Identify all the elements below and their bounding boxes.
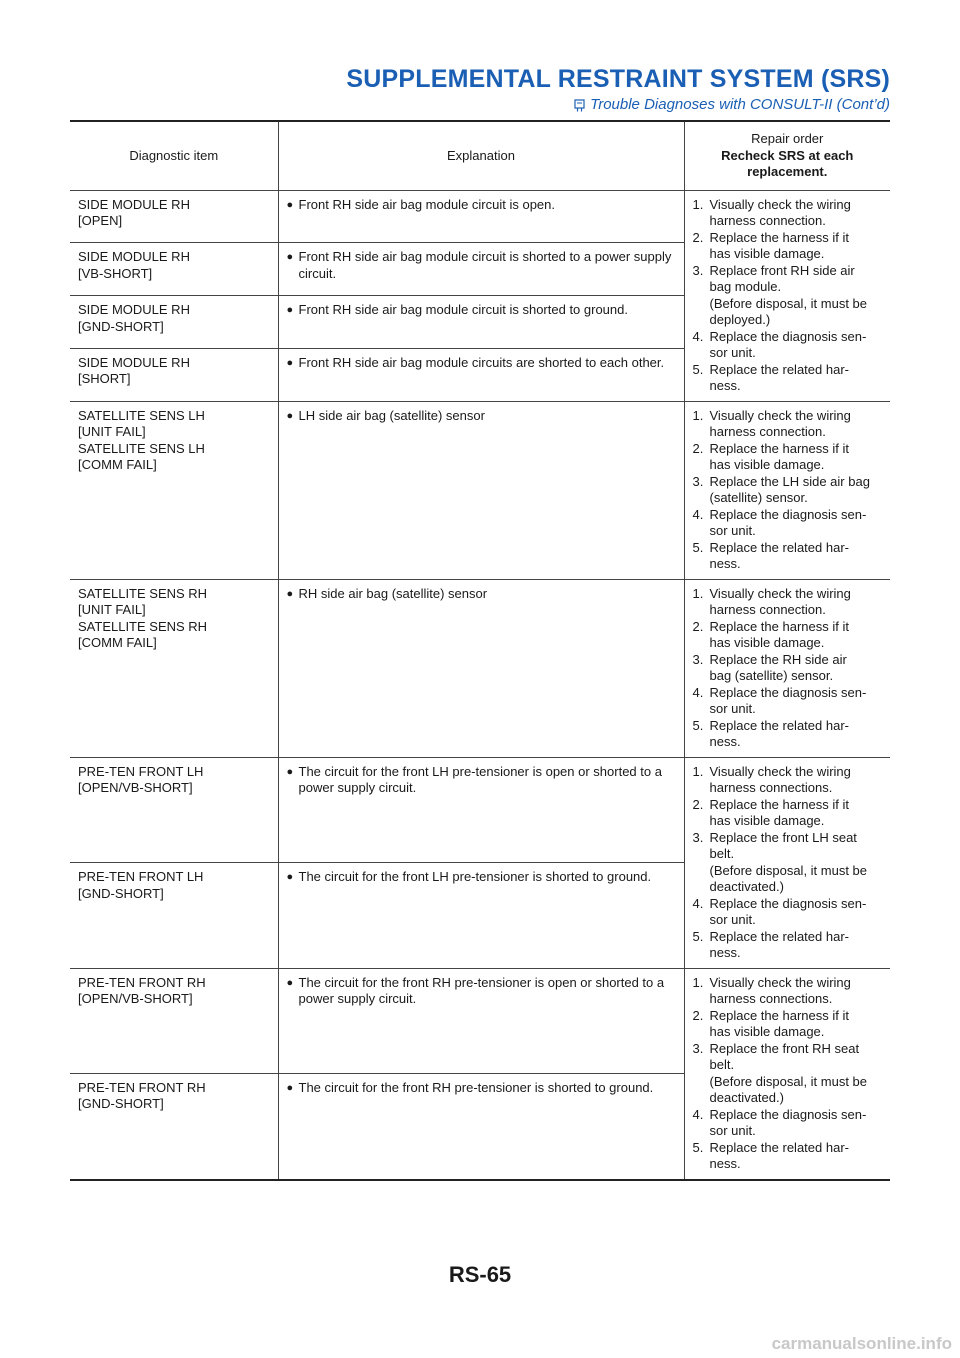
explanation-cell bbox=[278, 401, 684, 579]
step-number: 3. bbox=[692, 829, 704, 845]
bullet-icon: ● bbox=[286, 356, 294, 369]
repair-order-cell bbox=[684, 190, 890, 401]
repair-steps-list bbox=[693, 764, 883, 962]
explanation-text: Front RH side air bag module circuit is shorted to ground. bbox=[298, 302, 628, 317]
repair-step bbox=[693, 362, 883, 395]
step-text: Replace the LH side air bag (satellite) sensor. bbox=[709, 473, 870, 505]
step-text: Replace the diagnosis sen- sor unit. bbox=[709, 895, 867, 927]
step-text: Replace the related har- ness. bbox=[709, 928, 849, 960]
explanation-cell bbox=[278, 1073, 684, 1179]
repair-step bbox=[693, 718, 883, 751]
diagnostic-item-cell: SIDE MODULE RH [OPEN] bbox=[70, 190, 278, 243]
step-number: 5. bbox=[692, 928, 704, 944]
table-row bbox=[70, 579, 890, 757]
diagnostic-item-cell: SATELLITE SENS LH [UNIT FAIL] SATELLITE SENS LH [COMM FAIL] bbox=[70, 401, 278, 579]
explanation-bullet bbox=[287, 764, 676, 797]
repair-step bbox=[693, 1140, 883, 1173]
explanation-text: The circuit for the front RH pre-tensioner is open or shorted to a power supply circuit. bbox=[298, 974, 665, 1006]
diagnostic-item-cell: SIDE MODULE RH [VB-SHORT] bbox=[70, 243, 278, 296]
step-number: 2. bbox=[692, 796, 704, 812]
step-number: 5. bbox=[692, 1139, 704, 1155]
explanation-cell bbox=[278, 863, 684, 969]
repair-step bbox=[693, 230, 883, 263]
explanation-cell bbox=[278, 579, 684, 757]
step-number: 2. bbox=[692, 618, 704, 634]
step-text: Visually check the wiring harness connection. bbox=[709, 585, 851, 617]
step-text: Visually check the wiring harness connection. bbox=[709, 196, 851, 228]
connector-icon bbox=[573, 99, 586, 112]
step-number: 1. bbox=[692, 407, 704, 423]
diagnostic-table-container bbox=[70, 120, 890, 1181]
section-subtitle bbox=[0, 96, 890, 114]
bullet-icon: ● bbox=[286, 871, 294, 883]
repair-step bbox=[693, 329, 883, 362]
explanation-cell bbox=[278, 968, 684, 1073]
explanation-text: Front RH side air bag module circuits are shorted to each other. bbox=[298, 354, 665, 370]
repair-step bbox=[693, 975, 883, 1008]
explanation-cell bbox=[278, 190, 684, 243]
bullet-icon: ● bbox=[286, 304, 294, 316]
bullet-icon: ● bbox=[286, 587, 294, 600]
explanation-bullet bbox=[287, 249, 676, 282]
explanation-cell bbox=[278, 296, 684, 349]
repair-step bbox=[693, 685, 883, 718]
bullet-icon: ● bbox=[286, 409, 294, 422]
diagnostic-item-cell: SIDE MODULE RH [SHORT] bbox=[70, 348, 278, 401]
step-number: 3. bbox=[692, 473, 704, 489]
table-row bbox=[70, 190, 890, 243]
diagnostic-item-cell: PRE-TEN FRONT RH [OPEN/VB-SHORT] bbox=[70, 968, 278, 1073]
repair-step bbox=[693, 619, 883, 652]
step-text: Visually check the wiring harness connections. bbox=[709, 974, 851, 1006]
repair-step bbox=[693, 1107, 883, 1140]
repair-step bbox=[693, 197, 883, 230]
step-number: 3. bbox=[692, 651, 704, 667]
repair-step bbox=[693, 441, 883, 474]
explanation-text: RH side air bag (satellite) sensor bbox=[298, 585, 488, 601]
step-number: 3. bbox=[692, 262, 704, 278]
repair-step bbox=[693, 507, 883, 540]
explanation-bullet bbox=[287, 302, 676, 319]
explanation-text: Front RH side air bag module circuit is shorted to a power supply circuit. bbox=[298, 249, 672, 281]
step-number: 4. bbox=[692, 895, 704, 911]
table-body bbox=[70, 190, 890, 1180]
diagnostic-item-cell: PRE-TEN FRONT RH [GND-SHORT] bbox=[70, 1073, 278, 1179]
repair-step bbox=[693, 263, 883, 329]
explanation-bullet bbox=[287, 586, 676, 603]
repair-step bbox=[693, 540, 883, 573]
explanation-cell bbox=[278, 757, 684, 863]
step-number: 2. bbox=[692, 440, 704, 456]
explanation-bullet bbox=[287, 975, 676, 1008]
repair-order-label: Repair order bbox=[751, 131, 824, 146]
step-text: Replace the related har- ness. bbox=[709, 717, 849, 749]
step-number: 5. bbox=[692, 539, 704, 555]
bullet-icon: ● bbox=[286, 251, 294, 264]
step-number: 4. bbox=[692, 1106, 704, 1122]
explanation-bullet bbox=[287, 869, 676, 886]
explanation-text: The circuit for the front LH pre-tensioner is shorted to ground. bbox=[298, 869, 652, 884]
step-number: 2. bbox=[692, 1007, 704, 1023]
step-number: 4. bbox=[692, 684, 704, 700]
repair-order-cell bbox=[684, 968, 890, 1180]
section-title: SUPPLEMENTAL RESTRAINT SYSTEM (SRS) bbox=[346, 65, 890, 93]
step-number: 5. bbox=[692, 361, 704, 377]
step-text: Replace the RH side air bag (satellite) sensor. bbox=[709, 651, 847, 683]
step-text: Replace the harness if it has visible damage. bbox=[709, 440, 849, 472]
repair-steps-list bbox=[693, 975, 883, 1173]
step-text: Replace the related har- ness. bbox=[709, 361, 849, 393]
bullet-icon: ● bbox=[286, 1081, 294, 1094]
table-row bbox=[70, 401, 890, 579]
repair-step bbox=[693, 474, 883, 507]
repair-order-note: Recheck SRS at each replacement. bbox=[721, 147, 854, 179]
step-number: 5. bbox=[692, 717, 704, 733]
step-text: Replace the diagnosis sen- sor unit. bbox=[709, 1106, 867, 1138]
diagnostic-item-cell: SIDE MODULE RH [GND-SHORT] bbox=[70, 296, 278, 349]
explanation-cell bbox=[278, 348, 684, 401]
bullet-icon: ● bbox=[286, 765, 294, 778]
step-text: Visually check the wiring harness connections. bbox=[709, 763, 851, 795]
bullet-icon: ● bbox=[286, 976, 294, 989]
table-header-row bbox=[70, 121, 890, 190]
step-text: Replace the diagnosis sen- sor unit. bbox=[709, 328, 867, 360]
repair-step bbox=[693, 896, 883, 929]
explanation-text: The circuit for the front LH pre-tensioner is open or shorted to a power supply circuit. bbox=[298, 763, 662, 795]
header-explanation: Explanation bbox=[278, 121, 684, 190]
step-text: Replace the diagnosis sen- sor unit. bbox=[709, 506, 867, 538]
page-number: RS-65 bbox=[448, 1262, 512, 1287]
explanation-bullet bbox=[287, 1080, 676, 1097]
repair-step bbox=[693, 1008, 883, 1041]
step-number: 3. bbox=[692, 1040, 704, 1056]
step-text: Visually check the wiring harness connection. bbox=[709, 407, 851, 439]
diagnostic-item-cell: PRE-TEN FRONT LH [GND-SHORT] bbox=[70, 863, 278, 969]
step-text: Replace the diagnosis sen- sor unit. bbox=[709, 684, 867, 716]
step-number: 4. bbox=[692, 506, 704, 522]
bullet-icon: ● bbox=[286, 198, 294, 211]
explanation-text: LH side air bag (satellite) sensor bbox=[298, 407, 485, 423]
step-text: Replace the front LH seat belt. (Before disposal, it must be deactivated.) bbox=[709, 829, 868, 894]
explanation-bullet bbox=[287, 197, 676, 214]
step-text: Replace the harness if it has visible damage. bbox=[709, 618, 849, 650]
repair-step bbox=[693, 764, 883, 797]
table-row bbox=[70, 968, 890, 1073]
repair-step bbox=[693, 586, 883, 619]
repair-step bbox=[693, 830, 883, 896]
repair-step bbox=[693, 929, 883, 962]
repair-step bbox=[693, 652, 883, 685]
watermark: carmanualsonline.info bbox=[771, 1334, 952, 1353]
diagnostic-item-cell: PRE-TEN FRONT LH [OPEN/VB-SHORT] bbox=[70, 757, 278, 863]
step-text: Replace the harness if it has visible damage. bbox=[709, 229, 849, 261]
explanation-text: Front RH side air bag module circuit is open. bbox=[298, 196, 556, 212]
explanation-bullet bbox=[287, 355, 676, 372]
step-text: Replace the related har- ness. bbox=[709, 1139, 849, 1171]
repair-order-cell bbox=[684, 757, 890, 968]
subtitle-text: Trouble Diagnoses with CONSULT-II (Cont’d) bbox=[590, 96, 890, 113]
header-repair-order bbox=[684, 121, 890, 190]
step-text: Replace the harness if it has visible damage. bbox=[709, 1007, 849, 1039]
step-number: 1. bbox=[692, 974, 704, 990]
step-number: 4. bbox=[692, 328, 704, 344]
step-text: Replace the harness if it has visible damage. bbox=[709, 796, 849, 828]
step-text: Replace the front RH seat belt. (Before disposal, it must be deactivated.) bbox=[709, 1040, 868, 1105]
page-header bbox=[0, 64, 890, 114]
repair-steps-list bbox=[693, 408, 883, 573]
step-number: 1. bbox=[692, 196, 704, 212]
table-row bbox=[70, 757, 890, 863]
step-number: 2. bbox=[692, 229, 704, 245]
diagnostic-table bbox=[70, 120, 890, 1181]
explanation-cell bbox=[278, 243, 684, 296]
repair-step bbox=[693, 1041, 883, 1107]
step-number: 1. bbox=[692, 763, 704, 779]
step-text: Replace the related har- ness. bbox=[709, 539, 849, 571]
repair-step bbox=[693, 408, 883, 441]
repair-order-cell bbox=[684, 579, 890, 757]
repair-steps-list bbox=[693, 586, 883, 751]
repair-order-cell bbox=[684, 401, 890, 579]
diagnostic-item-cell: SATELLITE SENS RH [UNIT FAIL] SATELLITE SENS RH [COMM FAIL] bbox=[70, 579, 278, 757]
header-diagnostic-item: Diagnostic item bbox=[70, 121, 278, 190]
step-number: 1. bbox=[692, 585, 704, 601]
step-text: Replace front RH side air bag module. (Before disposal, it must be deployed.) bbox=[709, 262, 868, 327]
explanation-bullet bbox=[287, 408, 676, 425]
repair-step bbox=[693, 797, 883, 830]
repair-steps-list bbox=[693, 197, 883, 395]
explanation-text: The circuit for the front RH pre-tensioner is shorted to ground. bbox=[298, 1079, 654, 1095]
